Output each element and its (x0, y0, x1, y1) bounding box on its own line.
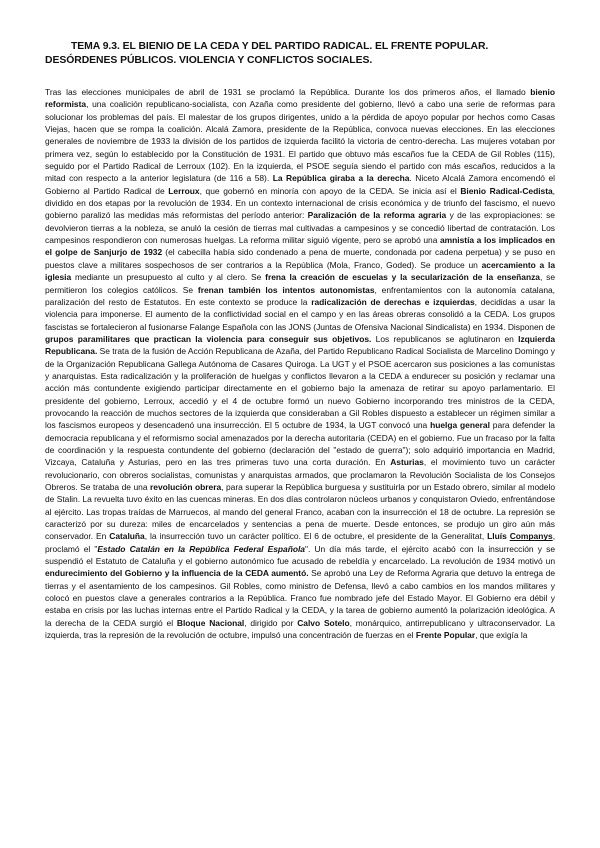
text-run: , para superar la República burguesa y sustituirla por un Estado obrero, similar al modelo de Stalin. La revuelta tuvo éxito en las cuencas mineras. En dos días controlaron núcleos urbanos y conquistaron Oviedo, enfrentándose al ejército. Las tropas traídas de Marruecos, al mando del general Franco, acaban con la insurrección el 18 de octubre. La represión se caracterizó por su dureza: miles de encarcelados y sentencias a pena de muerte. Desde entonces, se produjo un giro aún más conservador. En (45, 482, 555, 542)
text-run: Se trata de la fusión de Acción Republicana de Azaña, del Partido Republicano Radical Socialista de Marcelino Domingo y de la Organización Republicana Gallega Autónoma de Casares Quiroga. La UGT y el PSOE acercaron sus posiciones a las comunistas y anarquistas. Esta radicalización y la proliferación de huelgas y conflictos llevaron a la CEDA a endurecer su posición y reclamar una acción más contundente exigiendo participar directamente en el gobierno bajo la amenaza de retirar su apoyo parlamentario. El presidente del gobierno, Lerroux, accedió y el 4 de octubre formó un nuevo Gobierno incorporando tres ministros de la CEDA, provocando la reacción de muchos sectores de la izquierda que consideraban a Gil Robles dispuesto a establecer un régimen similar a los fascismos europeos y desencadenó una insurrección. El 5 octubre de 1934, la UGT convocó una (45, 346, 555, 431)
emphasized-text: Frente Popular (415, 630, 476, 641)
text-run: Tras las elecciones municipales de abril de 1931 se proclamó la República. Durante los dos primeros años, el llamado (45, 87, 531, 97)
emphasized-text: huelga general (430, 420, 490, 431)
text-run: para defender la democracia republicana y el reformismo social amenazados por la derecha autoritaria (CEDA) en el gobierno. Fue un fracaso por la falta de coordinación y la respuesta contundente del gobierno (declaración del "estado de guerra"); solo adquirió importancia en Madrid, Vizcaya, Cataluña y Asturias, pero en las tres primeras tuvo una corta duración. En (45, 420, 555, 468)
text-run: (el cabecilla había sido condenado a pena de muerte, condonada por cadena perpetua) y se puso en puestos clave a militares sospechosos de ser contrarios a la República (Mola, Franco, Goded). Se produce un (45, 247, 555, 270)
emphasized-text: Asturias (390, 457, 424, 468)
text-run: , el movimiento tuvo un carácter revolucionario, con obreros socialistas, comunistas y anarquistas armados, que proclamaron la Revolución Socialista de los Consejos Obreros. Se trataba de una (45, 457, 555, 492)
text-run: , se permitieron los colegios católicos. Se (45, 272, 555, 295)
emphasized-text: acercamiento a la iglesia (45, 259, 555, 283)
text-run: Se aprobó una Ley de Reforma Agraria que detuvo la entrega de tierras y el asentamiento de los campesinos. Gil Robles, como ministro de Defensa, llevó a cabo cambios en los mandos militares y colocó en puestos clave a generales contrarios a la República. Franco fue nombrado jefe del Estado Mayor. El Gobierno era débil y estaba en crisis por las luchas internas entre el Partido Radical y la CEDA, y la tarea de gobierno aumentó la polarización ideológica. A la derecha de la CEDA surgió el (45, 568, 555, 628)
emphasized-text: frenan también los intentos autonomistas (197, 284, 375, 295)
emphasized-text: Calvo Sotelo (297, 617, 350, 628)
emphasized-text: Estado Catalán en la República Federal Española (97, 543, 305, 554)
text-run: mediante un presupuesto al culto y al clero. Se (71, 272, 266, 283)
text-run: y de las expropiaciones: se devolvieron tierras a la nobleza, se anuló la cesión de tierras mal cultivadas a campesinos y se concedió libertad de contratación. Los campesinos respondieron con numerosas huelgas. La reforma militar siguió vigente, pero se aprobó una (45, 210, 555, 246)
emphasized-text: Izquierda Republicana. (45, 333, 555, 357)
emphasized-text: grupos paramilitares que practican la violencia para conseguir sus objetivos. (45, 333, 372, 344)
text-run: Los republicanos se aglutinaron en (371, 333, 519, 344)
text-run: , la insurrección tuvo un carácter político. El 6 de octubre, el presidente de la Generalitat, (144, 531, 488, 542)
text-run: , monárquico, antirrepublicano y ultraconservador. La izquierda, tras la represión de la revolución de octubre, impulsó una concentración de fuerzas en el (45, 617, 555, 641)
emphasized-text: Bloque Nacional (176, 617, 245, 628)
text-run: , una coalición republicano-socialista, con Azaña como presidente del gobierno, llevó a cabo una serie de reformas para solucionar los problemas del país. El malestar de los grupos dirigentes, unido a la pérdida de apoyo popular por hechos como Casas Viejas, hacen que se rompa la coalición. Alcalá Zamora, presidente de la República, convoca nuevas elecciones. En las elecciones generales de noviembre de 1933 la división de los partidos de izquierda facilitó la victoria de centro-derecha. Las mujeres votaban por primera vez, según lo establecido por la Constitución de 1931. El partido que obtuvo más escaños fue la CEDA de Gil Robles (115), seguido por el Partido Radical de Lerroux (102). En la izquierda, el PSOE seguía siendo el partido con más escaños, reducidos a la mitad con respecto a la anterior legislatura (de 116 a 58). (45, 99, 555, 184)
emphasized-text: frena la creación de escuelas y la secularización de la enseñanza (265, 272, 540, 283)
emphasized-text: amnistía a los implicados en el golpe de Sanjurjo de 1932 (45, 235, 555, 258)
document-title: TEMA 9.3. EL BIENIO DE LA CEDA Y DEL PARTIDO RADICAL. EL FRENTE POPULAR. DESÓRDENES PÚBLICOS. VIOLENCIA Y CONFLICTOS SOCIALES. (45, 41, 489, 66)
text-run: , proclamó el " (45, 531, 556, 554)
text-run: , enfrentamientos con la autonomía catalana, paralización del resto de Estatutos. En este contexto se produce la (45, 284, 555, 307)
emphasized-text: Cataluña (109, 531, 145, 542)
emphasized-text: Paralización de la reforma agraria (307, 210, 447, 221)
emphasized-text: Companys (509, 531, 553, 542)
emphasized-text: Lerroux (168, 185, 200, 196)
text-run: ". Un día más tarde, el ejército acabó con la insurrección y se suspendió el Estatuto de Cataluña y el gobierno autonómico fue acusado de rebeldía y encarcelado. La revolución de 1934 motivó un (45, 543, 555, 567)
text-run: , que gobernó en minoría con apoyo de la CEDA. Se inicia así el (199, 185, 461, 196)
emphasized-text: bienio reformista (45, 87, 555, 110)
text-run: , que exigía la (475, 630, 528, 641)
text-run: . Niceto Alcalá Zamora encomendó el Gobierno al Partido Radical de (45, 173, 555, 196)
emphasized-text: La República giraba a la derecha (272, 173, 410, 184)
text-run: , dirigido por (244, 617, 298, 628)
text-run: , dividido en dos etapas por la revolución de 1934. En un contexto internacional de crisis económica y de triunfo del fascismo, el nuevo gobierno paralizó las medidas más reformistas del período anterior: (45, 185, 555, 221)
emphasized-text: Lluís (487, 531, 510, 542)
body-paragraph (45, 86, 555, 641)
emphasized-text: revolución obrera (150, 482, 222, 492)
emphasized-text: Bienio Radical-Cedista (460, 185, 553, 196)
emphasized-text: radicalización de derechas e izquierdas (311, 296, 475, 307)
text-run: , decididas a usar la violencia para imponerse. El aumento de la conflictividad social en el campo y en las áreas obreras consolidó a la CEDA. Los grupos fascistas se fortalecieron al fusionarse Falange Española con las JONS (Juntas de Ofensiva Nacional Sindicalista) en 1934. Disponen de (45, 296, 555, 332)
emphasized-text: endurecimiento del Gobierno y la influencia de la CEDA aumentó. (45, 568, 309, 579)
